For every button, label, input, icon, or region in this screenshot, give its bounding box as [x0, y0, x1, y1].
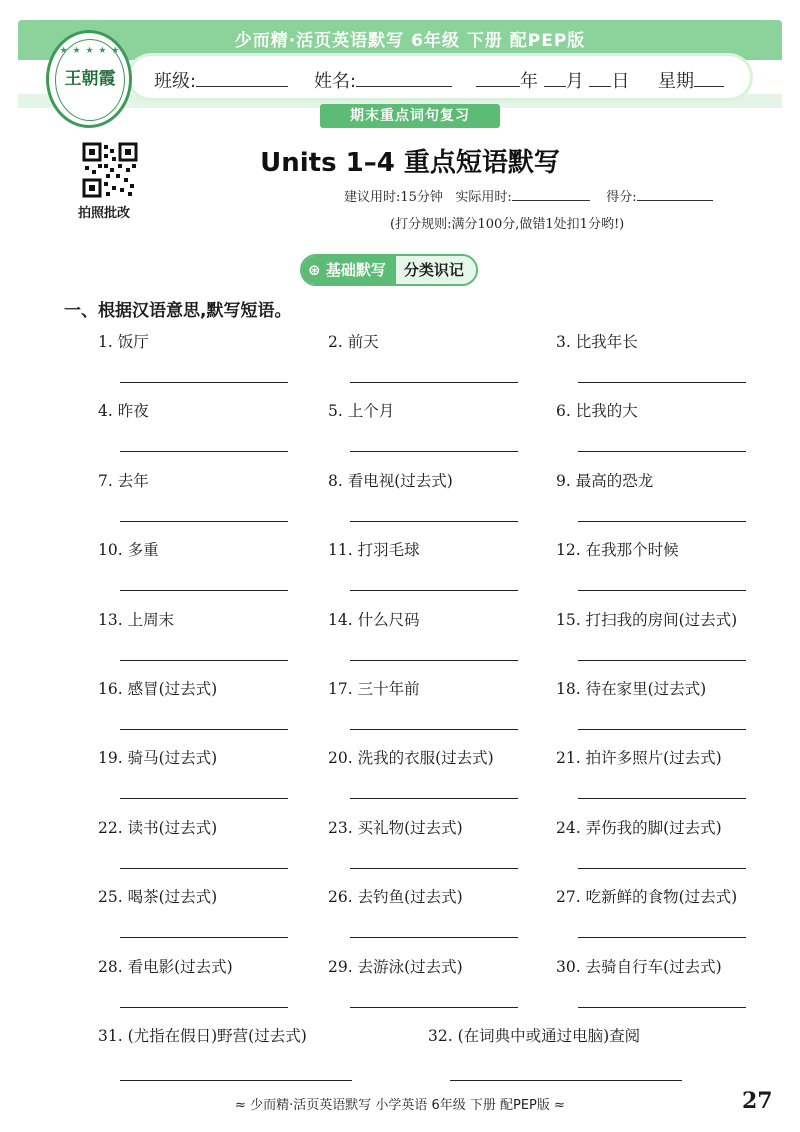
question-item: 11. 打羽毛球	[328, 541, 420, 560]
question-item: 28. 看电影(过去式)	[98, 957, 233, 976]
answer-line[interactable]	[578, 382, 746, 383]
score-label: 得分:	[606, 190, 637, 205]
answer-line[interactable]	[578, 868, 746, 869]
answer-line[interactable]	[350, 798, 518, 799]
answer-line[interactable]	[578, 798, 746, 799]
question-item: 22. 读书(过去式)	[98, 818, 218, 837]
logo-text: 王朝霞	[64, 69, 116, 89]
section-badge: ⊛ 基础默写 分类识记	[300, 254, 478, 286]
question-item: 7. 去年	[98, 471, 149, 490]
answer-line[interactable]	[350, 660, 518, 661]
question-item: 19. 骑马(过去式)	[98, 749, 218, 768]
answer-line[interactable]	[350, 521, 518, 522]
question-item: 14. 什么尺码	[328, 610, 420, 629]
question-item: 24. 弄伤我的脚(过去式)	[556, 818, 722, 837]
answer-line[interactable]	[578, 1007, 746, 1008]
question-item: 18. 待在家里(过去式)	[556, 680, 707, 698]
question-item: 26. 去钓鱼(过去式)	[328, 888, 463, 907]
question-item: 9. 最高的恐龙	[556, 471, 654, 490]
series-title: 少而精·活页英语默写 6年级 下册 配PEP版	[234, 31, 586, 51]
question-item: 3. 比我年长	[556, 333, 638, 351]
answer-line[interactable]	[578, 660, 746, 661]
question-item: 8. 看电视(过去式)	[328, 471, 453, 490]
question-item: 27. 吃新鲜的食物(过去式)	[556, 888, 738, 907]
scoring-rule: (打分规则:满分100分,做错1处扣1分哟!)	[390, 217, 625, 232]
answer-line[interactable]	[578, 590, 746, 591]
question-item: 4. 昨夜	[98, 402, 149, 421]
answer-line[interactable]	[120, 590, 288, 591]
answer-line[interactable]	[578, 451, 746, 452]
question-item: 25. 喝茶(过去式)	[98, 888, 218, 907]
student-info-bar	[130, 56, 750, 98]
score-blank[interactable]	[637, 188, 713, 201]
answer-line[interactable]	[578, 521, 746, 522]
question-item: 29. 去游泳(过去式)	[328, 957, 463, 976]
question-item: 20. 洗我的衣服(过去式)	[328, 749, 494, 768]
answer-line[interactable]	[120, 868, 288, 869]
question-item: 12. 在我那个时候	[556, 541, 679, 560]
page-title: Units 1–4 重点短语默写	[260, 148, 560, 178]
qr-code-icon[interactable]	[82, 142, 138, 198]
answer-line[interactable]	[120, 451, 288, 452]
date-field[interactable]: 年 月 日	[476, 67, 629, 93]
answer-line[interactable]	[450, 1080, 682, 1081]
answer-line[interactable]	[350, 590, 518, 591]
name-field[interactable]: 姓名:	[314, 67, 452, 93]
answer-line[interactable]	[350, 382, 518, 383]
brand-logo	[46, 30, 132, 128]
answer-line[interactable]	[120, 798, 288, 799]
actual-time-label: 实际用时:	[455, 190, 512, 205]
time-score-line	[344, 186, 713, 205]
footer: ≈ 少而精·活页英语默写 小学英语 6年级 下册 配PEP版 ≈	[235, 1098, 565, 1113]
answer-line[interactable]	[350, 451, 518, 452]
question-item: 2. 前天	[328, 333, 379, 351]
question-item: 5. 上个月	[328, 402, 395, 421]
answer-line[interactable]	[350, 729, 518, 730]
answer-line[interactable]	[120, 1080, 352, 1081]
answer-line[interactable]	[120, 521, 288, 522]
answer-line[interactable]	[120, 937, 288, 938]
actual-time-blank[interactable]	[512, 188, 590, 201]
section-heading: 一、根据汉语意思,默写短语。	[64, 301, 292, 321]
question-item: 13. 上周末	[98, 610, 175, 629]
answer-line[interactable]	[350, 937, 518, 938]
suggested-time: 建议用时:15分钟	[344, 190, 443, 205]
question-item: 31. (尤指在假日)野营(过去式)	[98, 1027, 307, 1045]
medal-icon: ⊛	[308, 261, 321, 279]
question-item: 30. 去骑自行车(过去式)	[556, 957, 722, 976]
answer-line[interactable]	[350, 1007, 518, 1008]
question-item: 15. 打扫我的房间(过去式)	[556, 610, 738, 629]
question-item: 1. 饭厅	[98, 333, 149, 351]
question-item: 32. (在词典中或通过电脑)查阅	[428, 1027, 641, 1045]
answer-line[interactable]	[578, 729, 746, 730]
review-tag: 期末重点词句复习	[320, 104, 500, 128]
question-item: 23. 买礼物(过去式)	[328, 818, 463, 837]
answer-line[interactable]	[350, 868, 518, 869]
question-item: 16. 感冒(过去式)	[98, 680, 218, 698]
answer-line[interactable]	[578, 937, 746, 938]
stars-icon: ★ ★ ★ ★ ★	[59, 46, 121, 56]
weekday-field[interactable]: 星期	[658, 67, 724, 93]
qr-label: 拍照批改	[78, 206, 131, 221]
answer-line[interactable]	[120, 729, 288, 730]
answer-line[interactable]	[120, 660, 288, 661]
page-number: 27	[742, 1088, 773, 1114]
question-item: 6. 比我的大	[556, 402, 638, 421]
question-item: 21. 拍许多照片(过去式)	[556, 749, 722, 768]
question-item: 10. 多重	[98, 541, 159, 560]
class-field[interactable]: 班级:	[154, 67, 288, 93]
answer-line[interactable]	[120, 1007, 288, 1008]
question-item: 17. 三十年前	[328, 680, 420, 698]
answer-line[interactable]	[120, 382, 288, 383]
